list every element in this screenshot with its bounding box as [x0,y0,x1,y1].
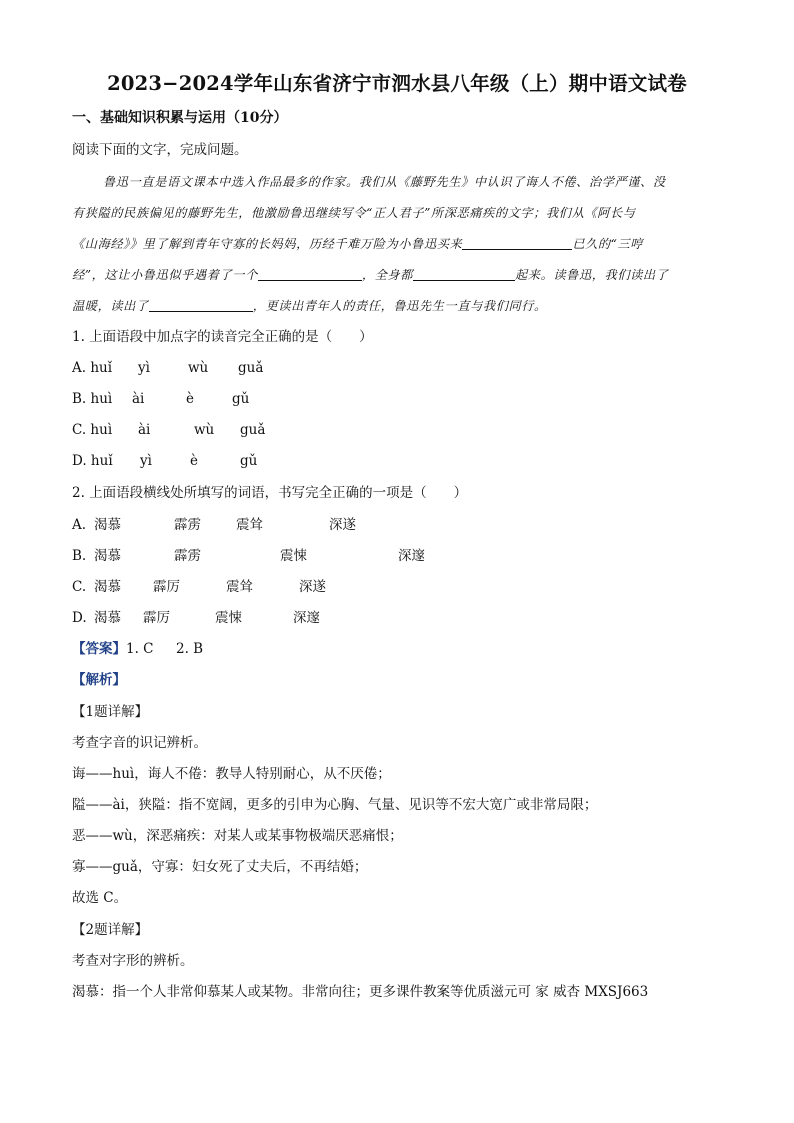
detail-1-line: 恶——wù，深恶痛疾：对某人或某事物极端厌恶痛恨； [72,828,403,844]
detail-2-heading: 【2题详解】 [72,922,149,938]
option-word: 震悚 [280,548,307,564]
option-word: 震耸 [236,517,263,533]
detail-1-line: 诲——huì，诲人不倦：教导人特别耐心，从不厌倦； [72,766,391,782]
passage-line-5 [72,296,547,316]
option-pinyin: guǎ [240,422,266,438]
option-word: 深邃 [293,610,320,626]
option-word: 震耸 [226,579,253,595]
option-label: D. [72,610,87,626]
detail-2-intro: 考查对字形的辨析。 [72,953,194,969]
passage-line-1: 鲁迅一直是语文课本中选入作品最多的作家。我们从《藤野先生》中认识了诲人不倦、治学严谨、没 [103,175,666,189]
option-pinyin: guǎ [238,360,264,376]
passage-text: ，全身都 [361,268,414,282]
detail-1-conclusion: 故选 C。 [72,890,128,906]
option-label: B. huì [72,391,113,407]
answer-tag: 【答案】 [72,641,126,657]
option-pinyin: ài [132,391,145,407]
detail-1-line: 隘——ài，狭隘：指不宽阔，更多的引申为心胸、气量、见识等不宏大宽广或非常局限； [72,797,598,813]
exam-title: 2023−2024学年山东省济宁市泗水县八年级（上）期中语文试卷 [107,72,687,95]
passage-line-3 [72,234,643,254]
option-word: 霹厉 [153,579,180,595]
q1-option-a[interactable] [72,358,263,378]
option-word: 震悚 [215,610,242,626]
detail-1-intro: 考查字音的识记辨析。 [72,735,207,751]
option-pinyin: gǔ [240,453,258,469]
answer-line [72,639,203,659]
passage-text: ，更读出青年人的责任，鲁迅先生一直与我们同行。 [252,299,547,313]
option-label: A. [72,517,87,533]
option-word: 霹雳 [174,517,201,533]
passage-text: 已久的“三哼 [572,237,644,251]
option-label: C. [72,579,87,595]
passage-line-2: 有狭隘的民族偏见的藤野先生，他激励鲁迅继续写令“正人君子”所深恶痛疾的文字；我们从《阿长与 [72,206,636,220]
detail-1-line: 寡——guǎ，守寡：妇女死了丈夫后，不再结婚； [72,859,368,875]
fill-blank-3[interactable] [413,266,515,281]
question-2-stem: 2. 上面语段横线处所填写的词语，书写完全正确的一项是（ ） [72,485,468,501]
option-word: 深遂 [329,517,356,533]
passage-text: 起来。读鲁迅，我们读出了 [515,268,669,282]
fill-blank-4[interactable] [149,297,253,312]
q1-option-b[interactable] [72,389,249,409]
q2-option-b[interactable] [72,546,425,566]
q2-option-d[interactable] [72,608,320,628]
option-pinyin: wù [188,360,209,376]
option-pinyin: yì [140,453,152,469]
option-word: 渴慕 [94,548,121,564]
option-pinyin: è [190,453,198,469]
answer-2: 2. B [176,641,204,657]
option-word: 深遂 [299,579,326,595]
q1-option-c[interactable] [72,420,265,440]
q2-option-c[interactable] [72,577,326,597]
option-label: C. huì [72,422,113,438]
option-pinyin: yì [138,360,150,376]
question-1-stem: 1. 上面语段中加点字的读音完全正确的是（ ） [72,329,373,345]
reading-instruction: 阅读下面的文字，完成问题。 [72,142,248,158]
option-pinyin: ài [138,422,151,438]
q1-option-d[interactable] [72,451,257,471]
option-word: 渴慕 [94,579,121,595]
fill-blank-1[interactable] [462,235,572,250]
passage-line-4 [72,265,668,285]
section-heading: 一、基础知识积累与运用（10分） [72,110,288,126]
fill-blank-2[interactable] [258,266,362,281]
answer-1: 1. C [126,641,154,657]
q2-option-a[interactable] [72,515,356,535]
option-word: 渴慕 [94,517,121,533]
passage-text: 经”，这让小鲁迅似乎遇着了一个 [72,268,258,282]
option-word: 霹厉 [143,610,170,626]
option-label: A. huǐ [72,360,113,376]
option-pinyin: gǔ [232,391,250,407]
option-label: B. [72,548,87,564]
detail-1-heading: 【1题详解】 [72,704,149,720]
passage-text: 温暖，读出了 [72,299,149,313]
option-pinyin: è [186,391,194,407]
analysis-tag: 【解析】 [72,672,126,688]
passage-text: 《山海经》》里了解到青年守寡的长妈妈，历经千难万险为小鲁迅买来 [72,237,463,251]
option-word: 深邃 [398,548,425,564]
option-word: 渴慕 [94,610,121,626]
option-label: D. huǐ [72,453,113,469]
option-pinyin: wù [194,422,215,438]
detail-2-line: 渴慕：指一个人非常仰慕某人或某物。非常向往；更多课件教案等优质滋元可 家 威杏 MXSJ663 [72,984,649,1000]
option-word: 霹雳 [174,548,201,564]
